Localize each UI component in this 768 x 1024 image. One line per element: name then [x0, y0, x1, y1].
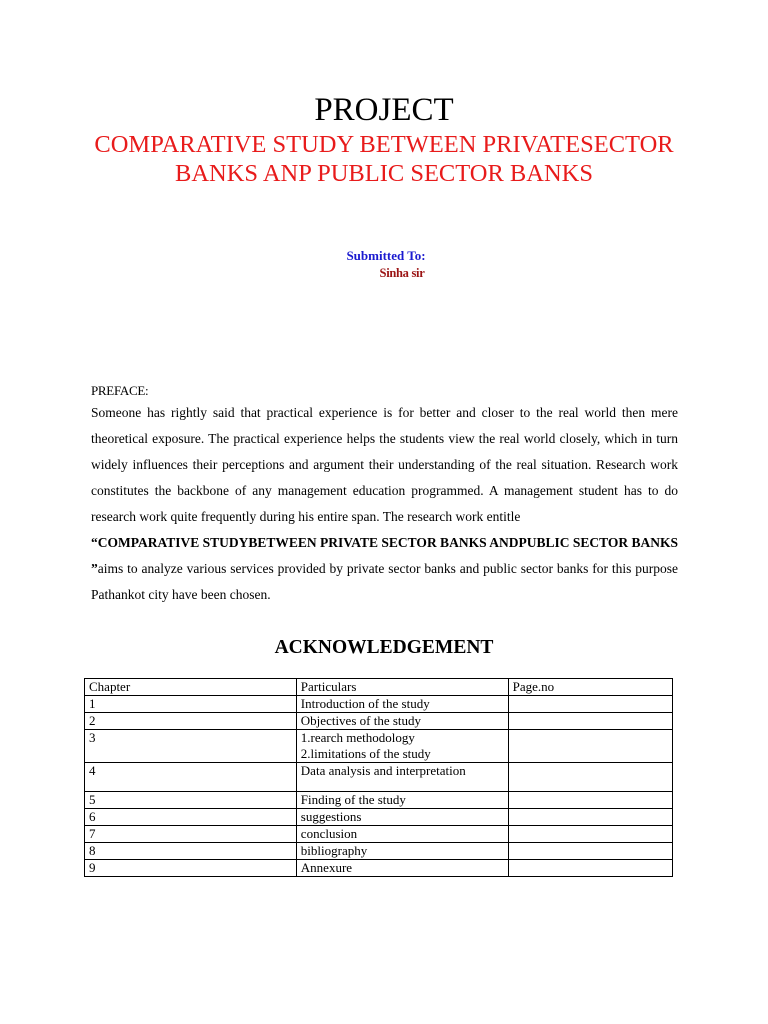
- table-row: [85, 860, 673, 877]
- acknowledgement-heading: ACKNOWLEDGEMENT: [274, 637, 494, 658]
- chapter-cell: 1: [85, 696, 297, 713]
- preface-heading: PREFACE:: [91, 383, 149, 398]
- particulars-cell: Introduction of the study: [296, 696, 508, 713]
- particulars-line: 1.rearch methodology: [300, 730, 415, 745]
- table-row: [85, 713, 673, 730]
- page-cell: [508, 843, 672, 860]
- table-header-cell: Chapter: [85, 679, 297, 696]
- table-row: [85, 792, 673, 809]
- contents-table: [84, 678, 673, 877]
- preface-paragraph: [91, 400, 678, 608]
- chapter-cell: 8: [85, 843, 297, 860]
- particulars-cell: [296, 730, 508, 763]
- particulars-cell: Objectives of the study: [296, 713, 508, 730]
- chapter-cell: 2: [85, 713, 297, 730]
- page-cell: [508, 826, 672, 843]
- chapter-cell: 6: [85, 809, 297, 826]
- chapter-cell: 9: [85, 860, 297, 877]
- page-cell: [508, 763, 672, 792]
- page-cell: [508, 713, 672, 730]
- particulars-cell: Annexure: [296, 860, 508, 877]
- preface-bold-title: “COMPARATIVE STUDYBETWEEN PRIVATE SECTOR BANKS ANDPUBLIC SECTOR BANKS ”: [91, 535, 678, 576]
- table-row: [85, 809, 673, 826]
- particulars-cell: Data analysis and interpretation: [296, 763, 508, 792]
- preface-tail: aims to analyze various services provided by private sector banks and public sector banks for this purpose Pathankot city have been chosen.: [91, 561, 678, 602]
- chapter-cell: 4: [85, 763, 297, 792]
- table-header-cell: Page.no: [508, 679, 672, 696]
- page-title: PROJECT: [314, 92, 454, 128]
- project-subtitle: [0, 130, 768, 188]
- particulars-cell: Finding of the study: [296, 792, 508, 809]
- particulars-cell: suggestions: [296, 809, 508, 826]
- page-cell: [508, 860, 672, 877]
- subtitle-line-2: BANKS ANP PUBLIC SECTOR BANKS: [175, 160, 593, 187]
- submitted-to-name: Sinha sir: [379, 266, 425, 280]
- table-row: [85, 730, 673, 763]
- page-cell: [508, 809, 672, 826]
- table-header-row: [85, 679, 673, 696]
- chapter-cell: 7: [85, 826, 297, 843]
- subtitle-line-1: COMPARATIVE STUDY BETWEEN PRIVATESECTOR: [94, 131, 674, 158]
- submitted-to-label: Submitted To:: [346, 248, 426, 263]
- page-cell: [508, 792, 672, 809]
- table-row: [85, 696, 673, 713]
- table-row: [85, 843, 673, 860]
- particulars-cell: bibliography: [296, 843, 508, 860]
- chapter-cell: 5: [85, 792, 297, 809]
- particulars-cell: conclusion: [296, 826, 508, 843]
- particulars-line: 2.limitations of the study: [300, 746, 431, 761]
- table-row: [85, 826, 673, 843]
- table-row: [85, 763, 673, 792]
- table-header-cell: Particulars: [296, 679, 508, 696]
- preface-text: [91, 400, 678, 608]
- page-cell: [508, 730, 672, 763]
- page-cell: [508, 696, 672, 713]
- chapter-cell: 3: [85, 730, 297, 763]
- preface-body: Someone has rightly said that practical experience is for better and closer to the real world then mere theoretical exposure. The practical experience helps the students view the real world closely, which in turn widely influences their perceptions and argument their understanding of the real situation. Research work constitutes the backbone of any management education programmed. A management student has to do research work quite frequently during his entire span. The research work entitle: [91, 405, 678, 524]
